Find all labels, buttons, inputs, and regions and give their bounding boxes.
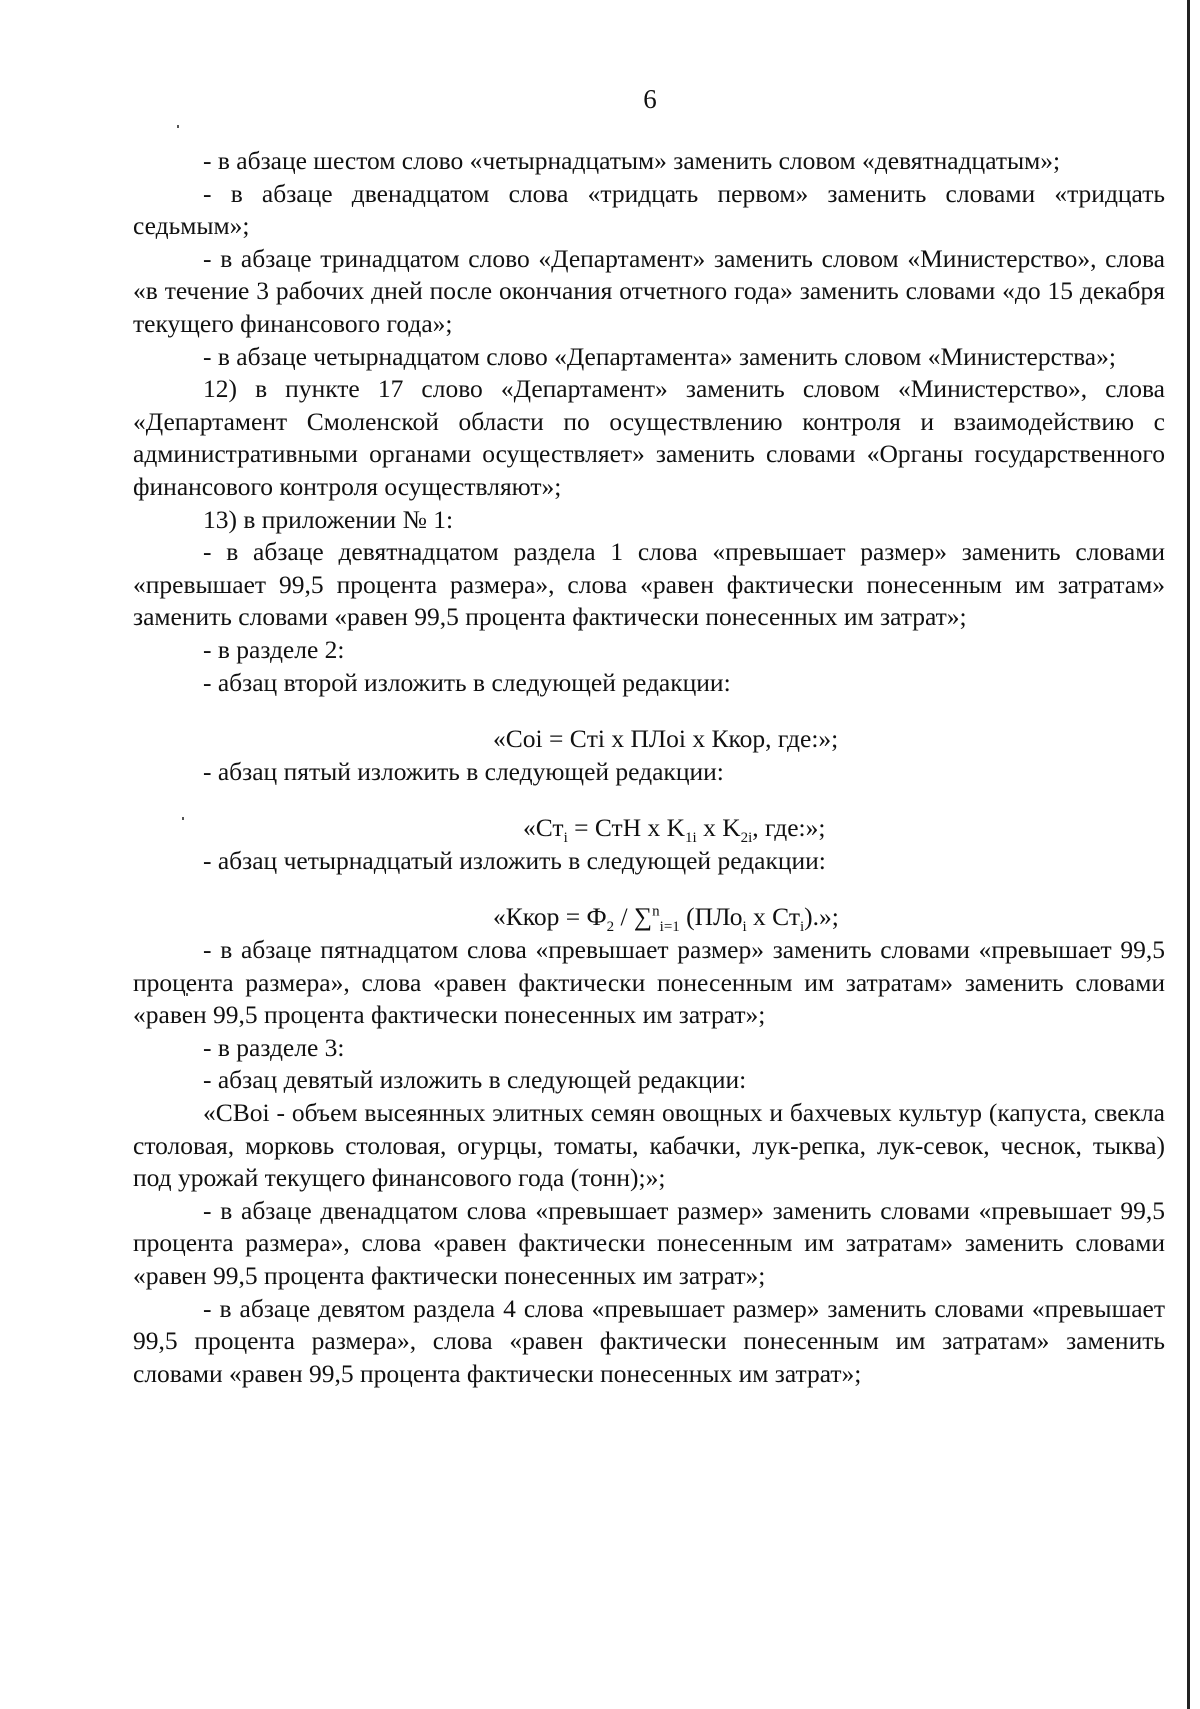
page-edge-line <box>1187 0 1190 1709</box>
formula-coi: «Coi = Cтi х ПЛoi х Ккор, где:»; <box>493 724 839 754</box>
formula-part: ).»; <box>804 902 839 932</box>
paragraph: - в абзаце тринадцатом слово «Департамент» заменить словом «Министерство», слова «в течение 3 рабочих дней после окончания отчетного года» заменить словами «до 15 декабря текущего финансового года»; <box>133 243 1165 338</box>
formula-subscript: i=1 <box>659 919 680 936</box>
formula-part: , где:»; <box>752 813 826 843</box>
formula-subscript: i <box>563 830 568 847</box>
paragraph: - в абзаце двенадцатом слова «тридцать первом» заменить словами «тридцать седьмым»; <box>133 178 1165 241</box>
formula-part: / ∑ <box>614 902 653 932</box>
paragraph: - в абзаце шестом слово «четырнадцатым» заменить словом «девятнадцатым»; <box>203 146 1061 175</box>
formula-kkor <box>133 901 1165 934</box>
formula-part: «Ккор = Ф <box>493 902 607 932</box>
formula-subscript: 2 <box>606 919 615 936</box>
formula-part: х K <box>696 813 741 843</box>
scan-speck <box>177 125 179 128</box>
paragraph: - в абзаце пятнадцатом слова «превышает размер» заменить словами «превышает 99,5 процента размера», слова «равен фактически понесенным им затратам» заменить словами «равен 99,5 процента фактически понесенных им затрат»; <box>133 935 1165 1030</box>
page-number: 6 <box>643 84 657 114</box>
formula-subscript: i <box>800 919 805 936</box>
paragraph: - в абзаце девятнадцатом раздела 1 слова «превышает размер» заменить словами «превышает 99,5 процента размера», слова «равен фактически понесенным им затратам» заменить словами «равен 99,5 процента фактически понесенных им затрат»; <box>133 537 1165 632</box>
formula-superscript: n <box>652 903 660 920</box>
formula-part: х Ст <box>746 902 800 932</box>
paragraph: 13) в приложении № 1: <box>203 504 454 534</box>
paragraph: «СВоi - объем высеянных элитных семян овощных и бахчевых культур (капуста, свекла столовая, морковь столовая, огурцы, томаты, кабачки, лук-репка, лук-севок, чеснок, тыква) под урожай текущего финансового года (тонн);»; <box>133 1098 1165 1193</box>
formula-subscript: 2i <box>740 830 753 847</box>
paragraph: - в абзаце четырнадцатом слово «Департамента» заменить словом «Министерства»; <box>203 341 1116 371</box>
formula-part: (ПЛо <box>679 902 743 932</box>
paragraph: - в разделе 2: <box>203 634 345 664</box>
paragraph: - абзац второй изложить в следующей редакции: <box>203 667 731 697</box>
formula-part: «Ст <box>523 813 564 843</box>
formula-cti <box>133 812 1165 845</box>
formula-part: = СтН х K <box>567 813 686 843</box>
formula-subscript: i <box>742 919 747 936</box>
paragraph: - абзац девятый изложить в следующей редакции: <box>203 1065 747 1095</box>
document-body <box>133 145 1165 1390</box>
paragraph: - в абзаце девятом раздела 4 слова «превышает размер» заменить словами «превышает 99,5 процента размера», слова «равен фактически понесенным им затратам» заменить словами «равен 99,5 процента фактически понесенных им затрат»; <box>133 1293 1165 1388</box>
paragraph: - абзац четырнадцатый изложить в следующей редакции: <box>203 845 826 875</box>
formula-subscript: 1i <box>685 830 697 847</box>
paragraph: - абзац пятый изложить в следующей редакции: <box>203 756 724 786</box>
paragraph: - в абзаце двенадцатом слова «превышает размер» заменить словами «превышает 99,5 процента размера», слова «равен фактически понесенным им затратам» заменить словами «равен 99,5 процента фактически понесенных им затрат»; <box>133 1195 1165 1290</box>
paragraph: - в разделе 3: <box>203 1032 345 1062</box>
paragraph: 12) в пункте 17 слово «Департамент» заменить словом «Министерство», слова «Департамент Смоленской области по осуществлению контроля и взаимодействию с административными органами осуществляет» заменить словами «Органы государственного финансового контроля осуществляют»; <box>133 374 1165 501</box>
